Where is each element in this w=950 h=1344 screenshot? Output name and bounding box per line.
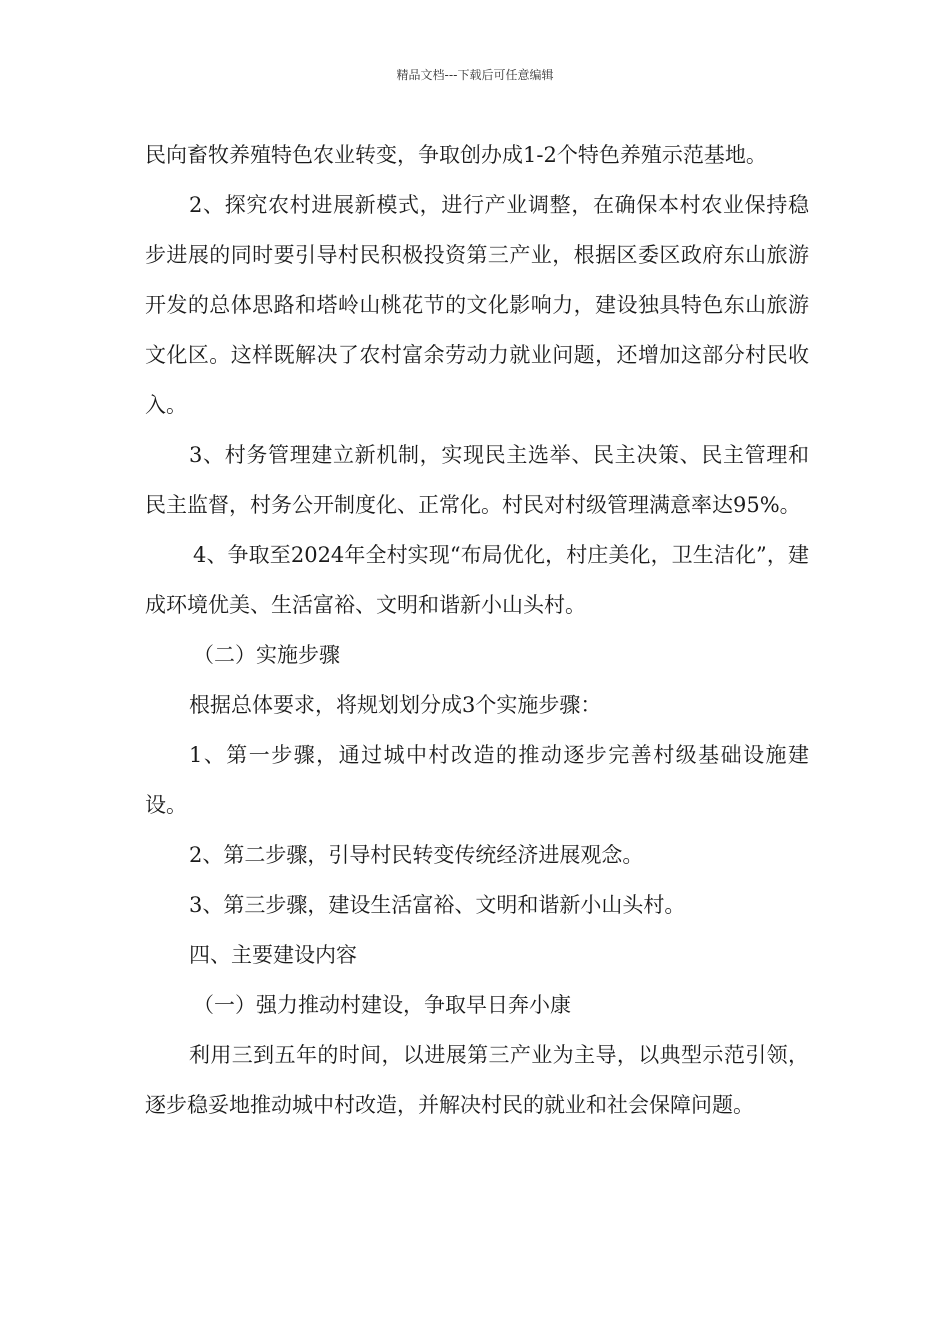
section-heading-implementation-steps: （二）实施步骤 xyxy=(193,643,340,667)
section-heading-main-content: 四、主要建设内容 xyxy=(189,943,357,967)
document-body xyxy=(145,130,809,1130)
paragraph-step-2: 2、第二步骤，引导村民转变传统经济进展观念。 xyxy=(189,843,644,867)
page-header: 精品文档---下载后可任意编辑 xyxy=(396,68,554,82)
paragraph-item-4: 4、争取至2024年全村实现“布局优化，村庄美化，卫生洁化”，建成环境优美、生活富裕、文明和谐新小山头村。 xyxy=(145,543,809,617)
subsection-heading-village-construction: （一）强力推动村建设，争取早日奔小康 xyxy=(193,993,571,1017)
paragraph-step-3: 3、第三步骤，建设生活富裕、文明和谐新小山头村。 xyxy=(189,893,686,917)
paragraph-item-2: 2、探究农村进展新模式，进行产业调整，在确保本村农业保持稳步进展的同时要引导村民积极投资第三产业，根据区委区政府东山旅游开发的总体思路和塔岭山桃花节的文化影响力，建设独具特色东山旅游文化区。这样既解决了农村富余劳动力就业问题，还增加这部分村民收入。 xyxy=(145,193,809,417)
paragraph-item-3: 3、村务管理建立新机制，实现民主选举、民主决策、民主管理和民主监督，村务公开制度化、正常化。村民对村级管理满意率达95%。 xyxy=(145,443,809,517)
paragraph-step-1: 1、第一步骤，通过城中村改造的推动逐步完善村级基础设施建设。 xyxy=(145,743,809,817)
paragraph-continuation: 民向畜牧养殖特色农业转变，争取创办成1-2个特色养殖示范基地。 xyxy=(145,143,767,167)
paragraph-steps-intro: 根据总体要求，将规划划分成3个实施步骤： xyxy=(189,693,602,717)
paragraph-construction-plan: 利用三到五年的时间，以进展第三产业为主导，以典型示范引领，逐步稳妥地推动城中村改造，并解决村民的就业和社会保障问题。 xyxy=(145,1043,809,1117)
